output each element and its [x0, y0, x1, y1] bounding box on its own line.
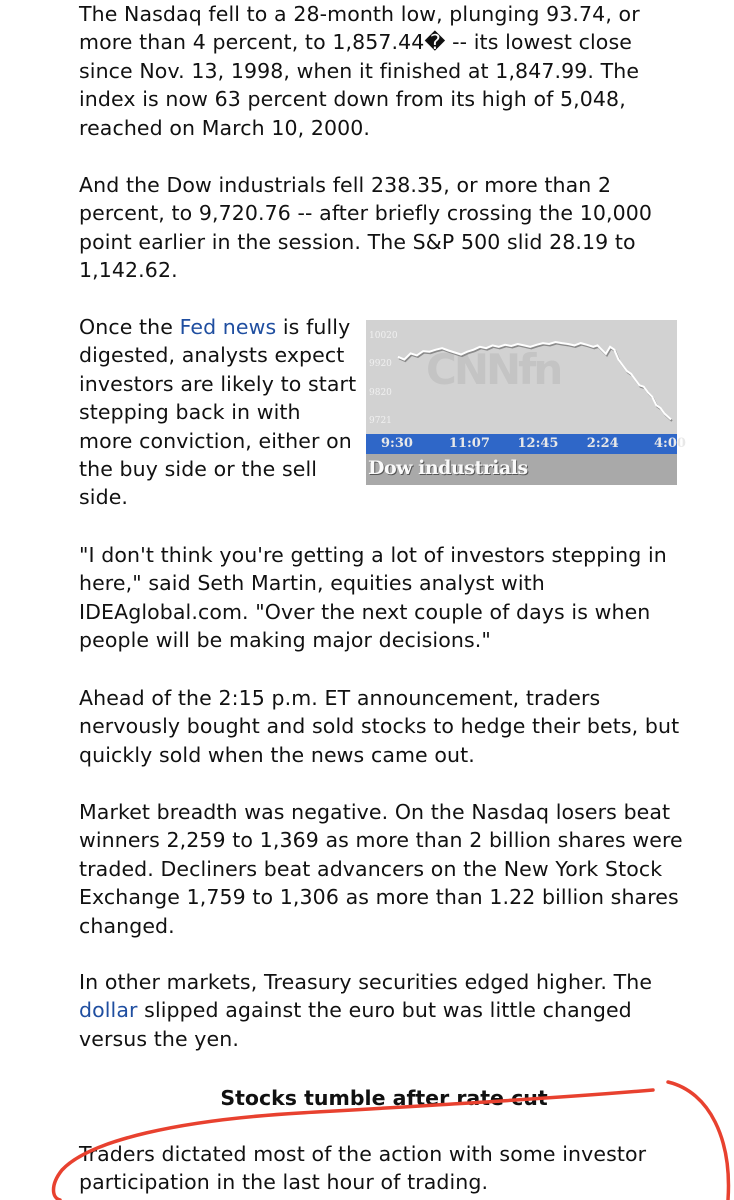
- fed-news-link[interactable]: Fed news: [179, 315, 277, 339]
- chart-watermark: CNNfn: [426, 345, 561, 394]
- y-tick-label: 9820: [369, 387, 392, 398]
- dow-chart: [366, 320, 686, 485]
- y-tick-label: 9721: [369, 416, 392, 427]
- paragraph-nasdaq: The Nasdaq fell to a 28-month low, plunging 93.74, or more than 4 percent, to 1,857.44� -- its lowest close since Nov. 13, 1998, when it finished at 1,847.99. The index is now 63 percent down from its high of 5,048, reached on March 10, 2000.: [79, 2, 640, 140]
- section-heading: Stocks tumble after rate cut: [220, 1086, 548, 1110]
- paragraph-market-breadth: Market breadth was negative. On the Nasdaq losers beat winners 2,259 to 1,369 as more than 2 billion shares were traded. Decliners beat advancers on the New York Stock Exchange 1,759 to 1,306 as more than 1.22 billion shares changed.: [79, 800, 683, 938]
- paragraph-quote: "I don't think you're getting a lot of investors stepping in here," said Seth Martin, equities analyst with IDEAglobal.com. "Over the next couple of days is when people will be making major decisions.": [79, 543, 667, 653]
- x-tick-label: 11:07: [448, 436, 490, 451]
- text-span: is fully digested, analysts expect investors are likely to start stepping back in with more conviction, either on the buy side or the sell side.: [79, 315, 357, 510]
- paragraph-dow: And the Dow industrials fell 238.35, or more than 2 percent, to 9,720.76 -- after briefly crossing the 10,000 point earlier in the session. The S&P 500 slid 28.19 to 1,142.62.: [79, 173, 653, 283]
- chart-svg: [366, 320, 677, 434]
- paragraph-other-markets: [79, 968, 689, 1053]
- chart-time-axis: [366, 434, 686, 454]
- series-line-shadow: [399, 344, 672, 422]
- x-tick-label: 9:30: [381, 436, 413, 451]
- paragraph-fed-news: [79, 313, 359, 512]
- y-tick-label: 9920: [369, 359, 392, 370]
- chart-plot-area: [366, 320, 677, 434]
- paragraph-announcement: Ahead of the 2:15 p.m. ET announcement, traders nervously bought and sold stocks to hedge their bets, but quickly sold when the news came out.: [79, 686, 680, 767]
- paragraph-traders: Traders dictated most of the action with some investor participation in the last hour of trading.: [79, 1142, 647, 1195]
- chart-title-bar: [366, 454, 677, 485]
- text-span: Once the: [79, 315, 180, 339]
- x-tick-label: 12:45: [517, 436, 559, 451]
- y-tick-label: 10020: [369, 330, 398, 341]
- text-span: In other markets, Treasury securities edged higher. The: [79, 970, 653, 994]
- x-tick-label: 4:00: [654, 436, 686, 451]
- text-span: slipped against the euro but was little changed versus the yen.: [79, 998, 632, 1051]
- dollar-link[interactable]: dollar: [79, 998, 138, 1023]
- series-line: [398, 342, 671, 420]
- chart-title: Dow industrials: [368, 457, 528, 479]
- x-tick-label: 2:24: [586, 436, 619, 451]
